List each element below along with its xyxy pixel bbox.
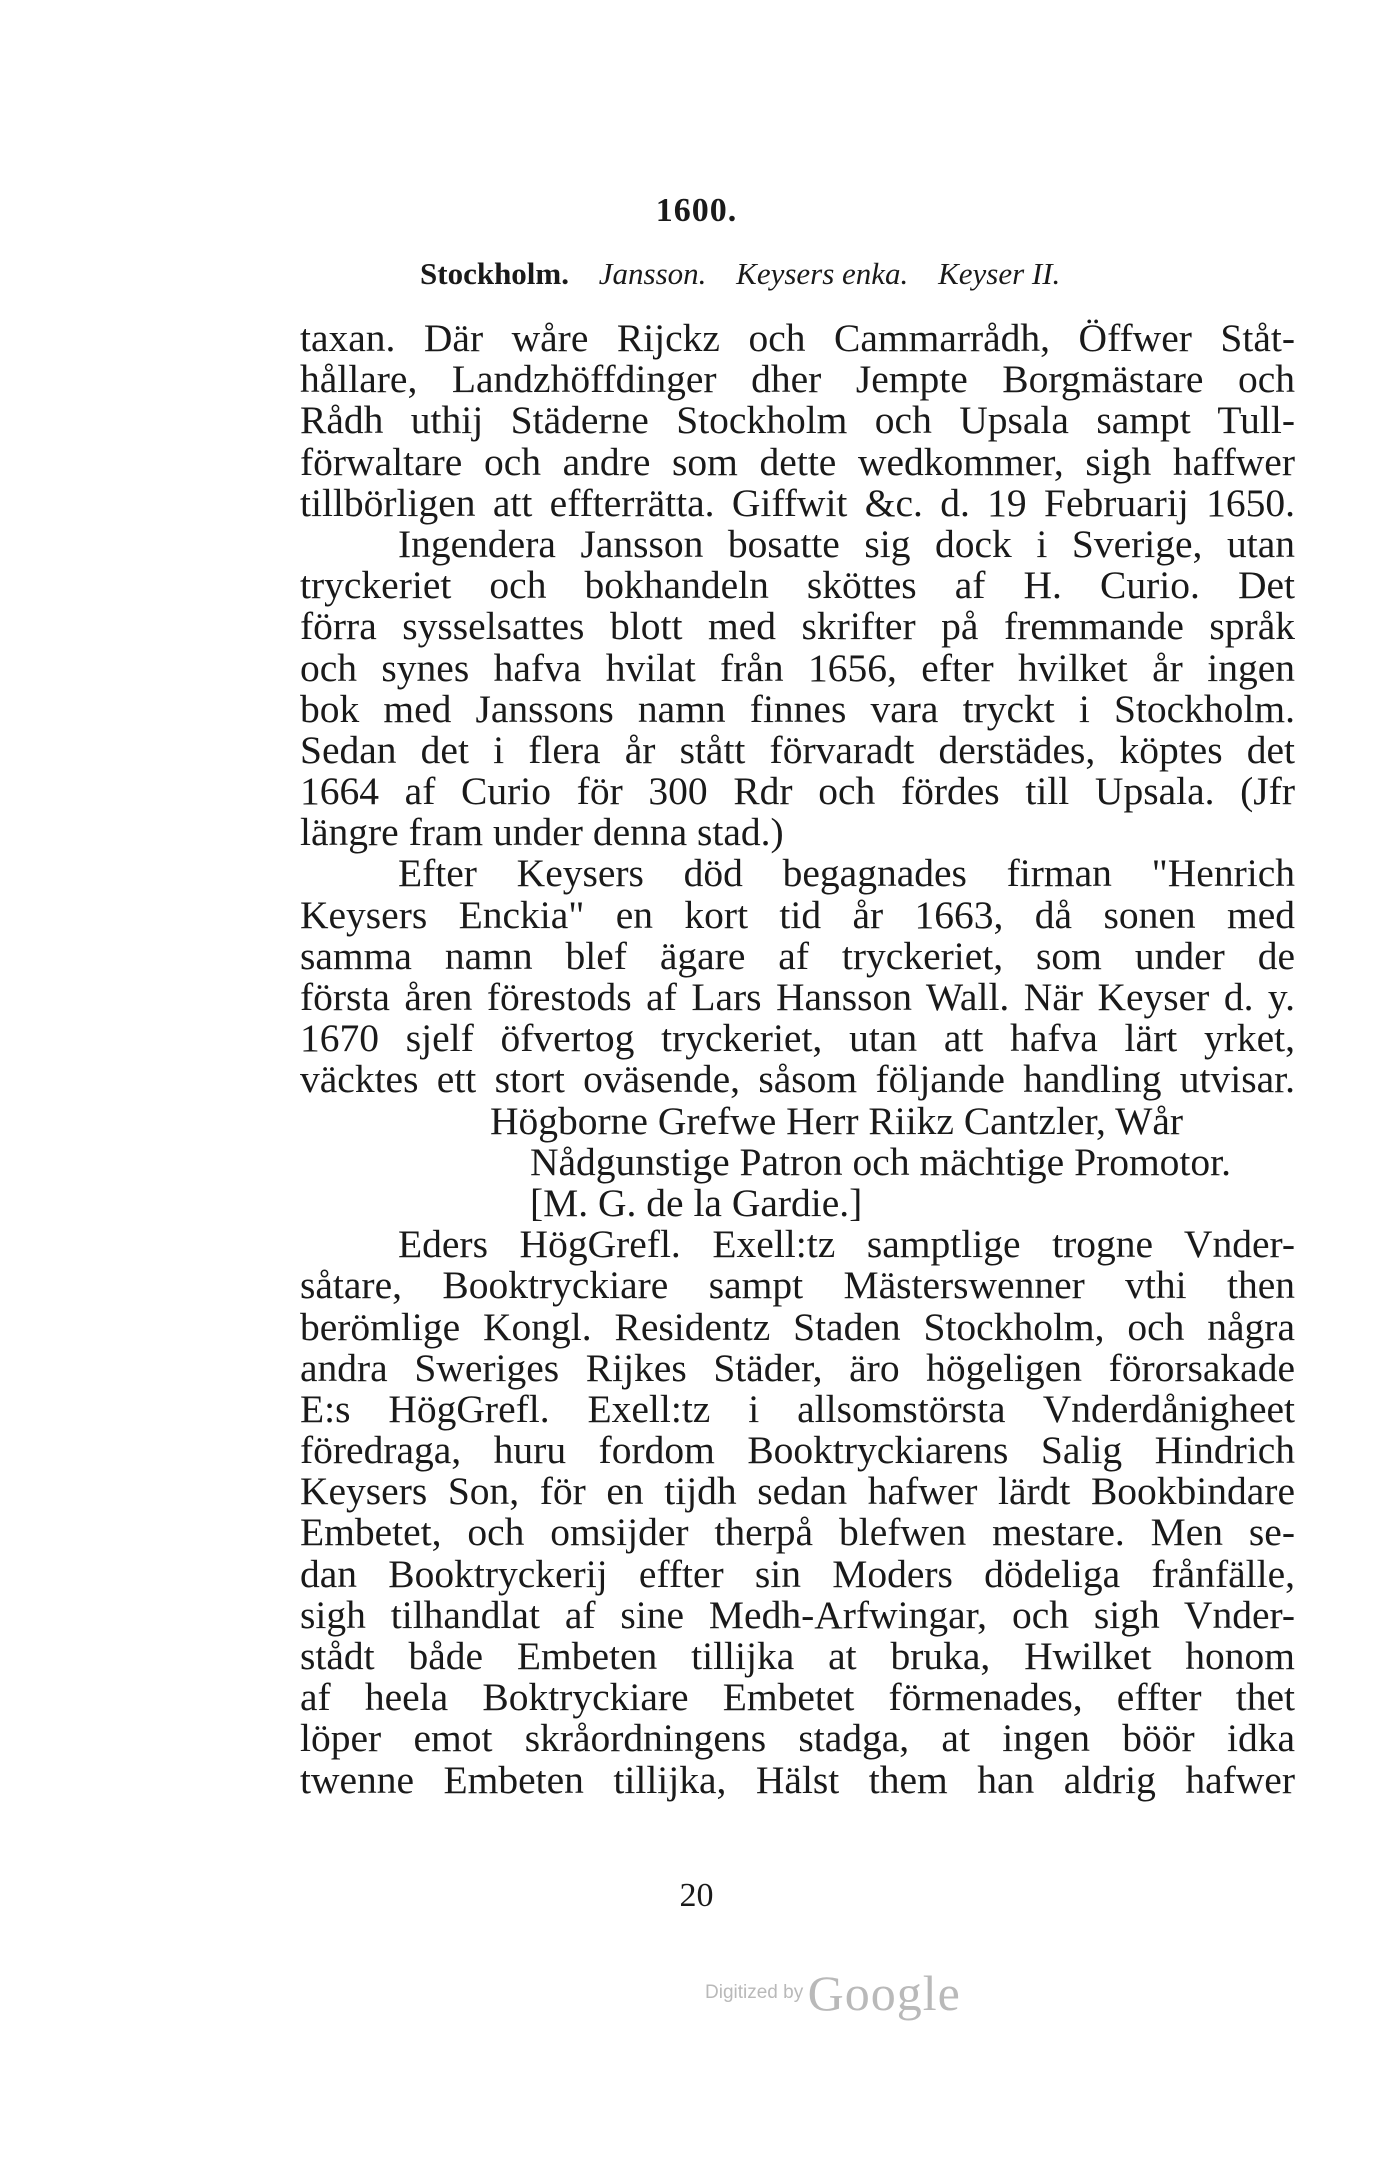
text-line: tryckeriet och bokhandeln sköttes af H. Curio. Det [300, 563, 1295, 608]
running-header-printer: Jansson. [598, 256, 707, 291]
text-line: dan Booktryckerij effter sin Moders dödeliga frånfälle, [300, 1551, 1295, 1596]
text-line: förwaltare och andre som dette wedkommer, sigh haffwer [300, 439, 1295, 484]
text-line: såtare, Booktryckiare sampt Mästerswenner vthi then [300, 1263, 1295, 1308]
text-line: Embetet, och omsijder therpå blefwen mestare. Men se- [300, 1510, 1295, 1555]
text-line: Keysers Son, för en tijdh sedan hafwer lärdt Bookbindare [300, 1469, 1295, 1514]
text-line: E:s HögGrefl. Exell:tz i allsomstörsta Vnderdånigheet [300, 1386, 1295, 1431]
text-line: sigh tilhandlat af sine Medh-Arfwingar, och sigh Vnder- [300, 1592, 1295, 1637]
text-line: löper emot skråordningens stadga, at ingen böör idka [300, 1716, 1295, 1761]
text-line: 1664 af Curio för 300 Rdr och fördes till Upsala. (Jfr [300, 769, 1295, 814]
text-line: samma namn blef ägare af tryckeriet, som under de [300, 933, 1295, 978]
text-line: berömlige Kongl. Residentz Staden Stockholm, och några [300, 1304, 1295, 1349]
digitized-watermark [705, 1964, 961, 2022]
text-line: Keysers Enckia" en kort tid år 1663, då sonen med [300, 892, 1295, 937]
body-text [300, 318, 1295, 1801]
running-header [420, 256, 1082, 292]
text-line: taxan. Där wåre Rijckz och Cammarrådh, Öffwer Ståt- [300, 316, 1295, 360]
text-line: Efter Keysers död begagnades firman "Henrich [398, 851, 1295, 896]
text-line: twenne Embeten tillijka, Hälst them han aldrig hafwer [300, 1757, 1295, 1802]
text-line: andra Sweriges Rijkes Städer, äro högeligen förorsakade [300, 1345, 1295, 1390]
text-line: tillbörligen att effterrätta. Giffwit &c. d. 19 Februarij 1650. [300, 480, 1295, 525]
text-line: längre fram under denna stad.) [300, 810, 784, 855]
text-line: 1670 sjelf öfvertog tryckeriet, utan att hafva lärt yrket, [300, 1016, 1295, 1061]
running-header-place: Stockholm. [420, 256, 569, 291]
text-line: af heela Boktryckiare Embetet förmenades, effter thet [300, 1675, 1295, 1720]
digitized-by-text: Digitized by [705, 1982, 804, 2003]
text-line: förra sysselsattes blott med skrifter på fremmande språk [300, 604, 1295, 649]
address-line: Högborne Grefwe Herr Riikz Cantzler, Wår [490, 1098, 1184, 1143]
address-line: [M. G. de la Gardie.] [530, 1180, 863, 1225]
running-header-widow: Keysers enka. [736, 256, 909, 291]
page-year-heading: 1600. [655, 192, 738, 229]
text-line: Ingendera Jansson bosatte sig dock i Sverige, utan [398, 521, 1295, 566]
page-number: 20 [679, 1877, 714, 1914]
text-line: Sedan det i flera år stått förvaradt derstädes, köptes det [300, 727, 1295, 772]
text-line: Rådh uthij Städerne Stockholm och Upsala sampt Tull- [300, 398, 1295, 443]
text-line: väcktes ett stort oväsende, såsom följande handling utvisar. [300, 1057, 1295, 1102]
text-line: Eders HögGrefl. Exell:tz samptlige trogne Vnder- [398, 1222, 1295, 1267]
address-line: Nådgunstige Patron och mächtige Promotor. [530, 1139, 1232, 1184]
running-header-keyser: Keyser II. [938, 256, 1061, 291]
text-line: föredraga, huru fordom Booktryckiarens Salig Hindrich [300, 1428, 1295, 1473]
google-logo: Google [807, 1965, 961, 2021]
text-line: hållare, Landzhöffdinger dher Jempte Borgmästare och [300, 357, 1295, 402]
text-line: stådt både Embeten tillijka at bruka, Hwilket honom [300, 1634, 1295, 1678]
text-line: och synes hafva hvilat från 1656, efter hvilket år ingen [300, 645, 1295, 690]
text-line: bok med Janssons namn finnes vara tryckt i Stockholm. [300, 686, 1295, 731]
text-line: första åren förestods af Lars Hansson Wall. När Keyser d. y. [300, 975, 1295, 1019]
